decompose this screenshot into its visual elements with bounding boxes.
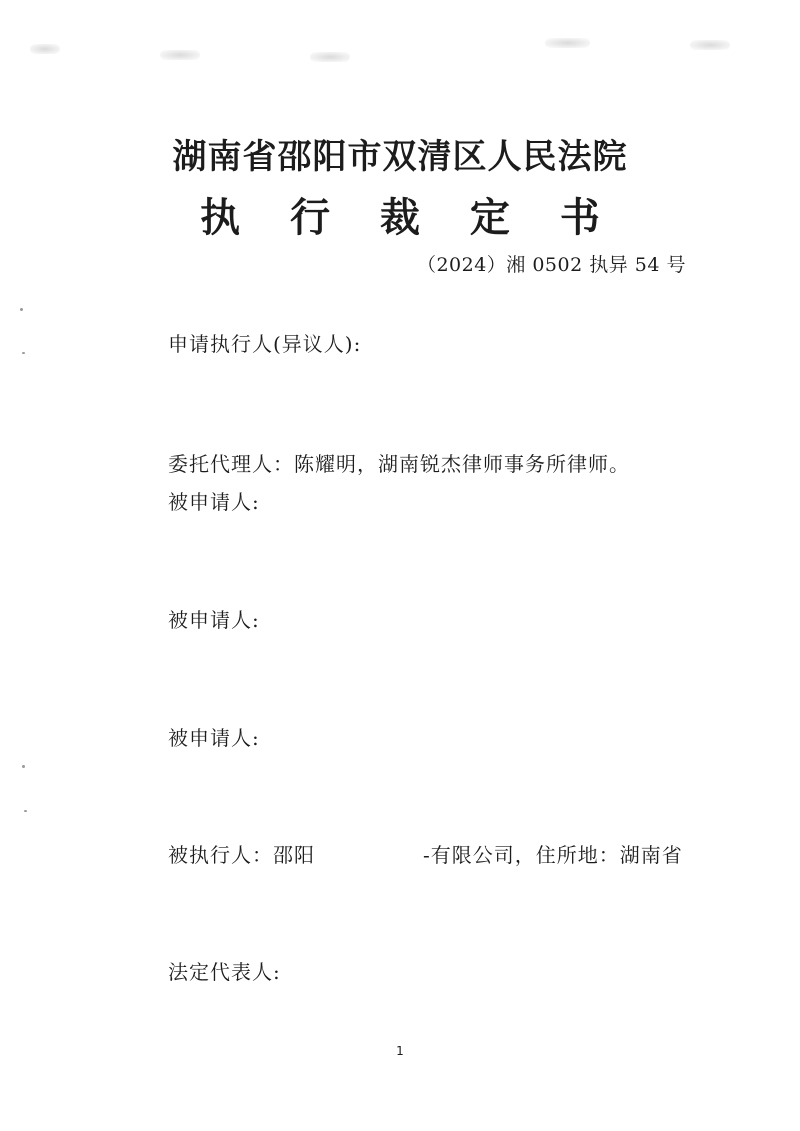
document-type-title: 执 行 裁 定 书	[200, 194, 618, 241]
scan-smudge	[545, 38, 590, 48]
executee-line	[168, 841, 683, 869]
case-number: （2024）湘 0502 执异 54 号	[416, 254, 686, 276]
applicant-label: 申请执行人(异议人):	[168, 332, 362, 356]
scan-mark	[20, 308, 23, 311]
scan-mark	[22, 765, 25, 768]
scan-mark	[22, 352, 25, 354]
scan-smudge	[30, 44, 60, 54]
scan-smudge	[160, 50, 200, 60]
respondent-label-3: 被申请人:	[168, 726, 260, 750]
executee-suffix: -有限公司，住所地：湖南省	[423, 843, 683, 867]
executee-prefix: 被执行人：邵阳	[168, 843, 315, 867]
legal-representative-label: 法定代表人:	[168, 960, 281, 984]
scan-smudge	[690, 40, 730, 50]
respondent-label-1: 被申请人:	[168, 490, 260, 514]
agent-line: 委托代理人：陈耀明，湖南锐杰律师事务所律师。	[168, 452, 630, 476]
scan-mark	[24, 810, 27, 812]
page-number: 1	[396, 1044, 404, 1058]
court-name: 湖南省邵阳市双清区人民法院	[172, 137, 628, 177]
respondent-label-2: 被申请人:	[168, 608, 260, 632]
scan-smudge	[310, 52, 350, 62]
